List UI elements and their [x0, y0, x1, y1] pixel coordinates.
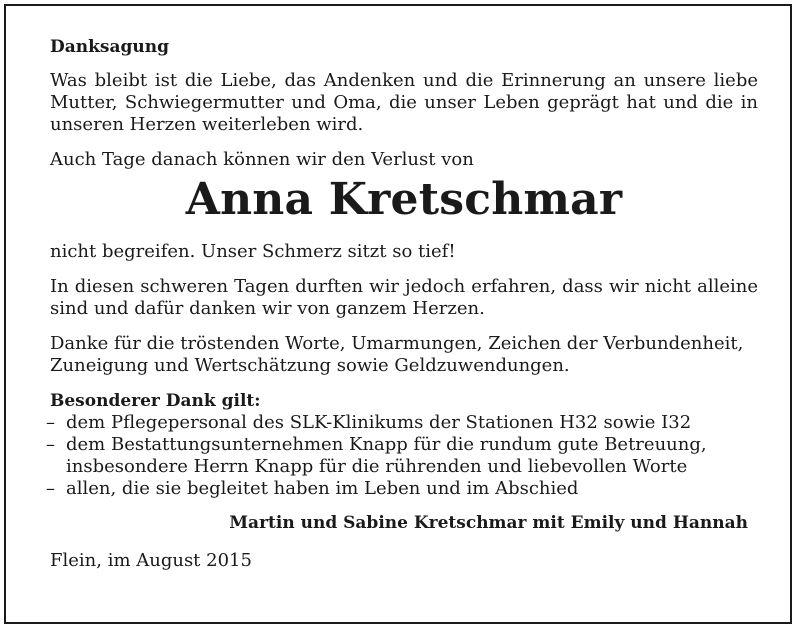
notice-content [46, 36, 758, 572]
intro-line: Auch Tage danach können wir den Verlust von [50, 149, 474, 170]
after-name-line: nicht begreifen. Unser Schmerz sitzt so tief! [50, 241, 456, 262]
list-item [46, 478, 758, 500]
obituary-notice [4, 4, 792, 624]
deceased-name: Anna Kretschmar [185, 174, 623, 225]
notice-heading: Danksagung [50, 37, 169, 57]
dash-marker: – [46, 412, 55, 433]
intro-paragraph: Was bleibt ist die Liebe, das Andenken und die Erinnerung an unsere liebe Mutter, Schwiegermutter und Oma, die unser Leben geprägt hat und die in unseren Herzen weiterleben wird. [50, 70, 758, 135]
special-thanks-list [46, 412, 758, 500]
place-date: Flein, im August 2015 [50, 550, 252, 571]
signature: Martin und Sabine Kretschmar mit Emily und Hannah [229, 513, 748, 533]
dash-marker: – [46, 478, 55, 499]
list-item-continuation: insbesondere Herrn Knapp für die rührenden und liebevollen Worte [66, 456, 688, 477]
list-item [46, 412, 758, 434]
dash-marker: – [46, 434, 55, 455]
paragraph-3: Danke für die tröstenden Worte, Umarmungen, Zeichen der Verbundenheit, Zuneigung und Wertschätzung sowie Geldzuwendungen. [50, 333, 744, 376]
list-item [46, 434, 758, 478]
list-item-text: dem Bestattungsunternehmen Knapp für die rundum gute Betreuung, [66, 434, 707, 455]
paragraph-2: In diesen schweren Tagen durften wir jedoch erfahren, dass wir nicht alleine sind und dafür danken wir von ganzem Herzen. [50, 276, 758, 319]
list-item-text: dem Pflegepersonal des SLK-Klinikums der Stationen H32 sowie I32 [66, 412, 692, 433]
special-thanks-title: Besonderer Dank gilt: [50, 391, 261, 411]
list-item-text: allen, die sie begleitet haben im Leben und im Abschied [66, 478, 579, 499]
